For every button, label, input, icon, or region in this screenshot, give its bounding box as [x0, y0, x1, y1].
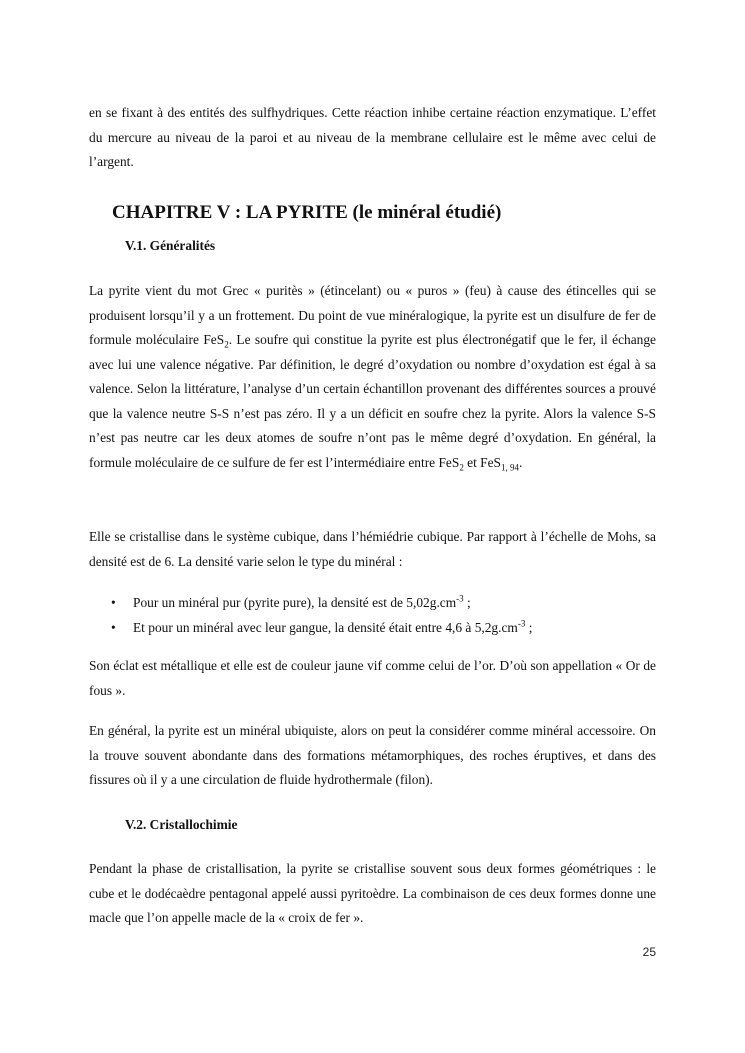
- superscript: -3: [456, 593, 464, 604]
- text-segment: .: [519, 454, 523, 470]
- paragraph-cristallisation: [89, 857, 656, 931]
- bullet-icon: •: [111, 595, 116, 610]
- list-item-tail: ;: [463, 595, 471, 610]
- top-paragraph: en se fixant à des entités des sulfhydriques. Cette réaction inhibe certaine réaction enzymatique. L’effet du mercure au niveau de la paroi et au niveau de la membrane cellulaire est le même avec celui de l’argent.: [89, 105, 656, 169]
- page-number: 25: [642, 945, 656, 959]
- section-title-cristallochimie: V.2. Cristallochimie: [125, 817, 238, 832]
- list-item: [89, 616, 656, 641]
- list-item: [89, 591, 656, 616]
- text-segment: La pyrite vient du mot Grec « puritès » (étincelant) ou « puros » (feu) à cause des étincelles qui se produisent lorsqu’il y a un frottement. Du point de vue minéralogique, la pyrite est un disulfure de fer de formule moléculaire FeS: [89, 283, 656, 347]
- text-segment: . Le soufre qui constitue la pyrite est plus électronégatif que le fer, il échange avec lui une valence négative. Par définition, le degré d’oxydation ou nombre d’oxydation est égal à sa valence. Selon la littérature, l’analyse d’un certain échantillon provenant des différentes sources a prouvé que la valence neutre S-S n’est pas zéro. Il y a un déficit en soufre chez la pyrite. Alors la valence S-S n’est pas neutre car les deux atomes de soufre n’ont pas le même degré d’oxydation. En général, la formule moléculaire de ce sulfure de fer est l’intermédiaire entre FeS: [89, 332, 656, 470]
- text-segment: et FeS: [463, 454, 502, 470]
- paragraph-text: Pendant la phase de cristallisation, la pyrite se cristallise souvent sous deux formes géométriques : le cube et le dodécaèdre pentagonal appelé aussi pyritoèdre. La combinaison de ces deux formes donne une macle que l’on appelle macle de la « croix de fer ».: [89, 861, 656, 925]
- section-title-generalites: V.1. Généralités: [125, 238, 216, 253]
- bullet-icon: •: [111, 619, 116, 635]
- list-item-text: Et pour un minéral avec leur gangue, la densité était entre 4,6 à 5,2g.cm: [133, 619, 518, 635]
- paragraph-cristallise: [89, 525, 656, 574]
- subscript: 1, 94: [501, 462, 520, 473]
- paragraph-ubiquiste: [89, 719, 656, 793]
- list-item-text: Pour un minéral pur (pyrite pure), la densité est de 5,02g.cm: [133, 595, 457, 610]
- density-list: [89, 591, 656, 640]
- subscript: 2: [459, 462, 464, 473]
- paragraph-text: Son éclat est métallique et elle est de couleur jaune vif comme celui de l’or. D’où son appellation « Or de fous ».: [89, 658, 656, 698]
- paragraph-text: [89, 279, 656, 475]
- top-paragraph-block: [89, 101, 656, 175]
- subscript: 2: [224, 339, 229, 350]
- paragraph-pyrite-origin: [89, 279, 656, 475]
- paragraph-eclat: [89, 654, 656, 703]
- chapter-title: CHAPITRE V : LA PYRITE (le minéral étudié): [112, 202, 502, 223]
- paragraph-text: En général, la pyrite est un minéral ubiquiste, alors on peut la considérer comme minéral accessoire. On la trouve souvent abondante dans des formations métamorphiques, des roches éruptives, et dans des fissures où il y a une circulation de fluide hydrothermale (filon).: [89, 723, 656, 787]
- list-item-tail: ;: [525, 619, 533, 635]
- superscript: -3: [517, 618, 526, 629]
- paragraph-text: Elle se cristallise dans le système cubique, dans l’hémiédrie cubique. Par rapport à l’échelle de Mohs, sa densité est de 6. La densité varie selon le type du minéral :: [89, 529, 656, 569]
